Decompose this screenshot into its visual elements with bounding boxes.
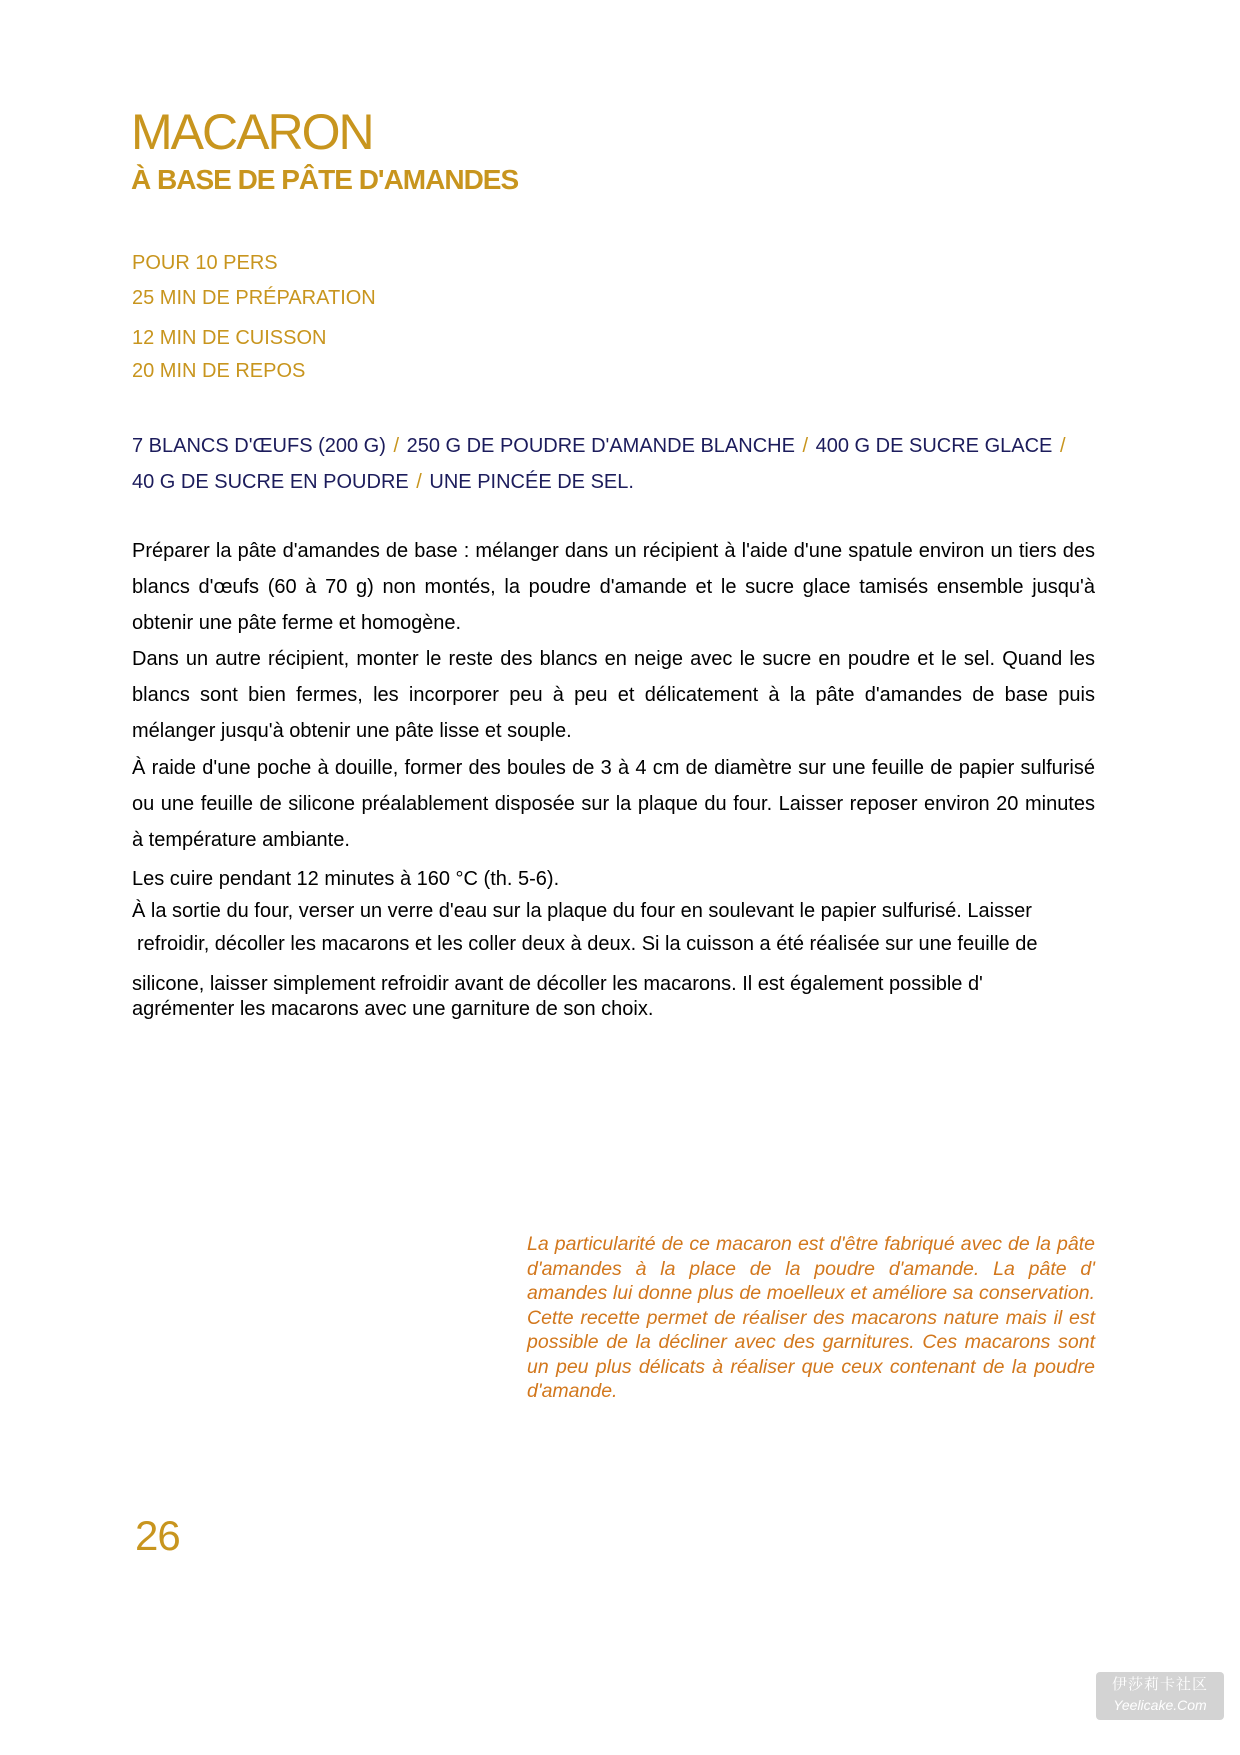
ingredient-separator: / <box>416 471 422 493</box>
recipe-note: La particularité de ce macaron est d'être fabriqué avec de la pâte d'amandes à la place de la poudre d'amande. La pâte d' amandes lui donne plus de moelleux et améliore sa conservation. Cette recette permet de réaliser des macarons nature mais il est possible de la décliner avec des garnitures. Ces macarons sont un peu plus délicats à réaliser que ceux contenant de la poudre d'amande. <box>527 1233 1095 1402</box>
ingredients-list <box>132 428 1112 500</box>
ingredient-egg-whites: 7 BLANCS D'ŒUFS (200 G) <box>132 435 386 457</box>
ingredient-separator: / <box>1059 435 1066 457</box>
instruction-paragraph-4: Les cuire pendant 12 minutes à 160 °C (th. 5-6). <box>132 868 560 890</box>
watermark-text-chinese: 伊莎莉卡社区 <box>1111 1676 1208 1693</box>
watermark-badge <box>1096 1672 1224 1720</box>
prep-time-info: 25 MIN DE PRÉPARATION <box>132 287 376 309</box>
servings-info: POUR 10 PERS <box>132 252 278 274</box>
rest-time-info: 20 MIN DE REPOS <box>132 360 306 382</box>
instruction-paragraph-5-line-1: À la sortie du four, verser un verre d'eau sur la plaque du four en soulevant le papier sulfurisé. Laisser <box>132 900 1032 922</box>
page-number: 26 <box>135 1512 180 1559</box>
ingredient-separator: / <box>802 435 809 457</box>
instruction-paragraph-2: Dans un autre récipient, monter le reste des blancs en neige avec le sucre en poudre et le sel. Quand les blancs sont bien fermes, les incorporer peu à peu et délicatement à la pâte d'amandes de base puis mélanger jusqu'à obtenir une pâte lisse et souple. <box>132 648 1095 742</box>
ingredient-salt: UNE PINCÉE DE SEL. <box>429 471 634 493</box>
watermark-text-url: Yeelicake.Com <box>1113 1697 1207 1713</box>
page-title: MACARON <box>131 104 373 160</box>
ingredient-almond-powder: 250 G DE POUDRE D'AMANDE BLANCHE <box>406 435 795 457</box>
ingredient-icing-sugar: 400 G DE SUCRE GLACE <box>815 435 1053 457</box>
ingredient-caster-sugar: 40 G DE SUCRE EN POUDRE <box>132 471 409 493</box>
instruction-paragraph-1: Préparer la pâte d'amandes de base : mélanger dans un récipient à l'aide d'une spatule environ un tiers des blancs d'œufs (60 à 70 g) non montés, la poudre d'amande et le sucre glace tamisés ensemble jusqu'à obtenir une pâte ferme et homogène. <box>132 540 1095 634</box>
instruction-paragraph-5-line-2: refroidir, décoller les macarons et les coller deux à deux. Si la cuisson a été réalisée sur une feuille de <box>137 933 1038 955</box>
ingredient-separator: / <box>393 435 400 457</box>
instruction-paragraph-3: À raide d'une poche à douille, former des boules de 3 à 4 cm de diamètre sur une feuille de papier sulfurisé ou une feuille de silicone préalablement disposée sur la plaque du four. Laisser reposer environ 20 minutes à température ambiante. <box>132 757 1095 851</box>
instruction-paragraph-5-line-4: agrémenter les macarons avec une garniture de son choix. <box>132 998 654 1020</box>
instruction-paragraph-5-line-3: silicone, laisser simplement refroidir avant de décoller les macarons. Il est également possible d' <box>132 973 983 995</box>
page-subtitle: À BASE DE PÂTE D'AMANDES <box>131 164 519 195</box>
cook-time-info: 12 MIN DE CUISSON <box>132 327 327 349</box>
